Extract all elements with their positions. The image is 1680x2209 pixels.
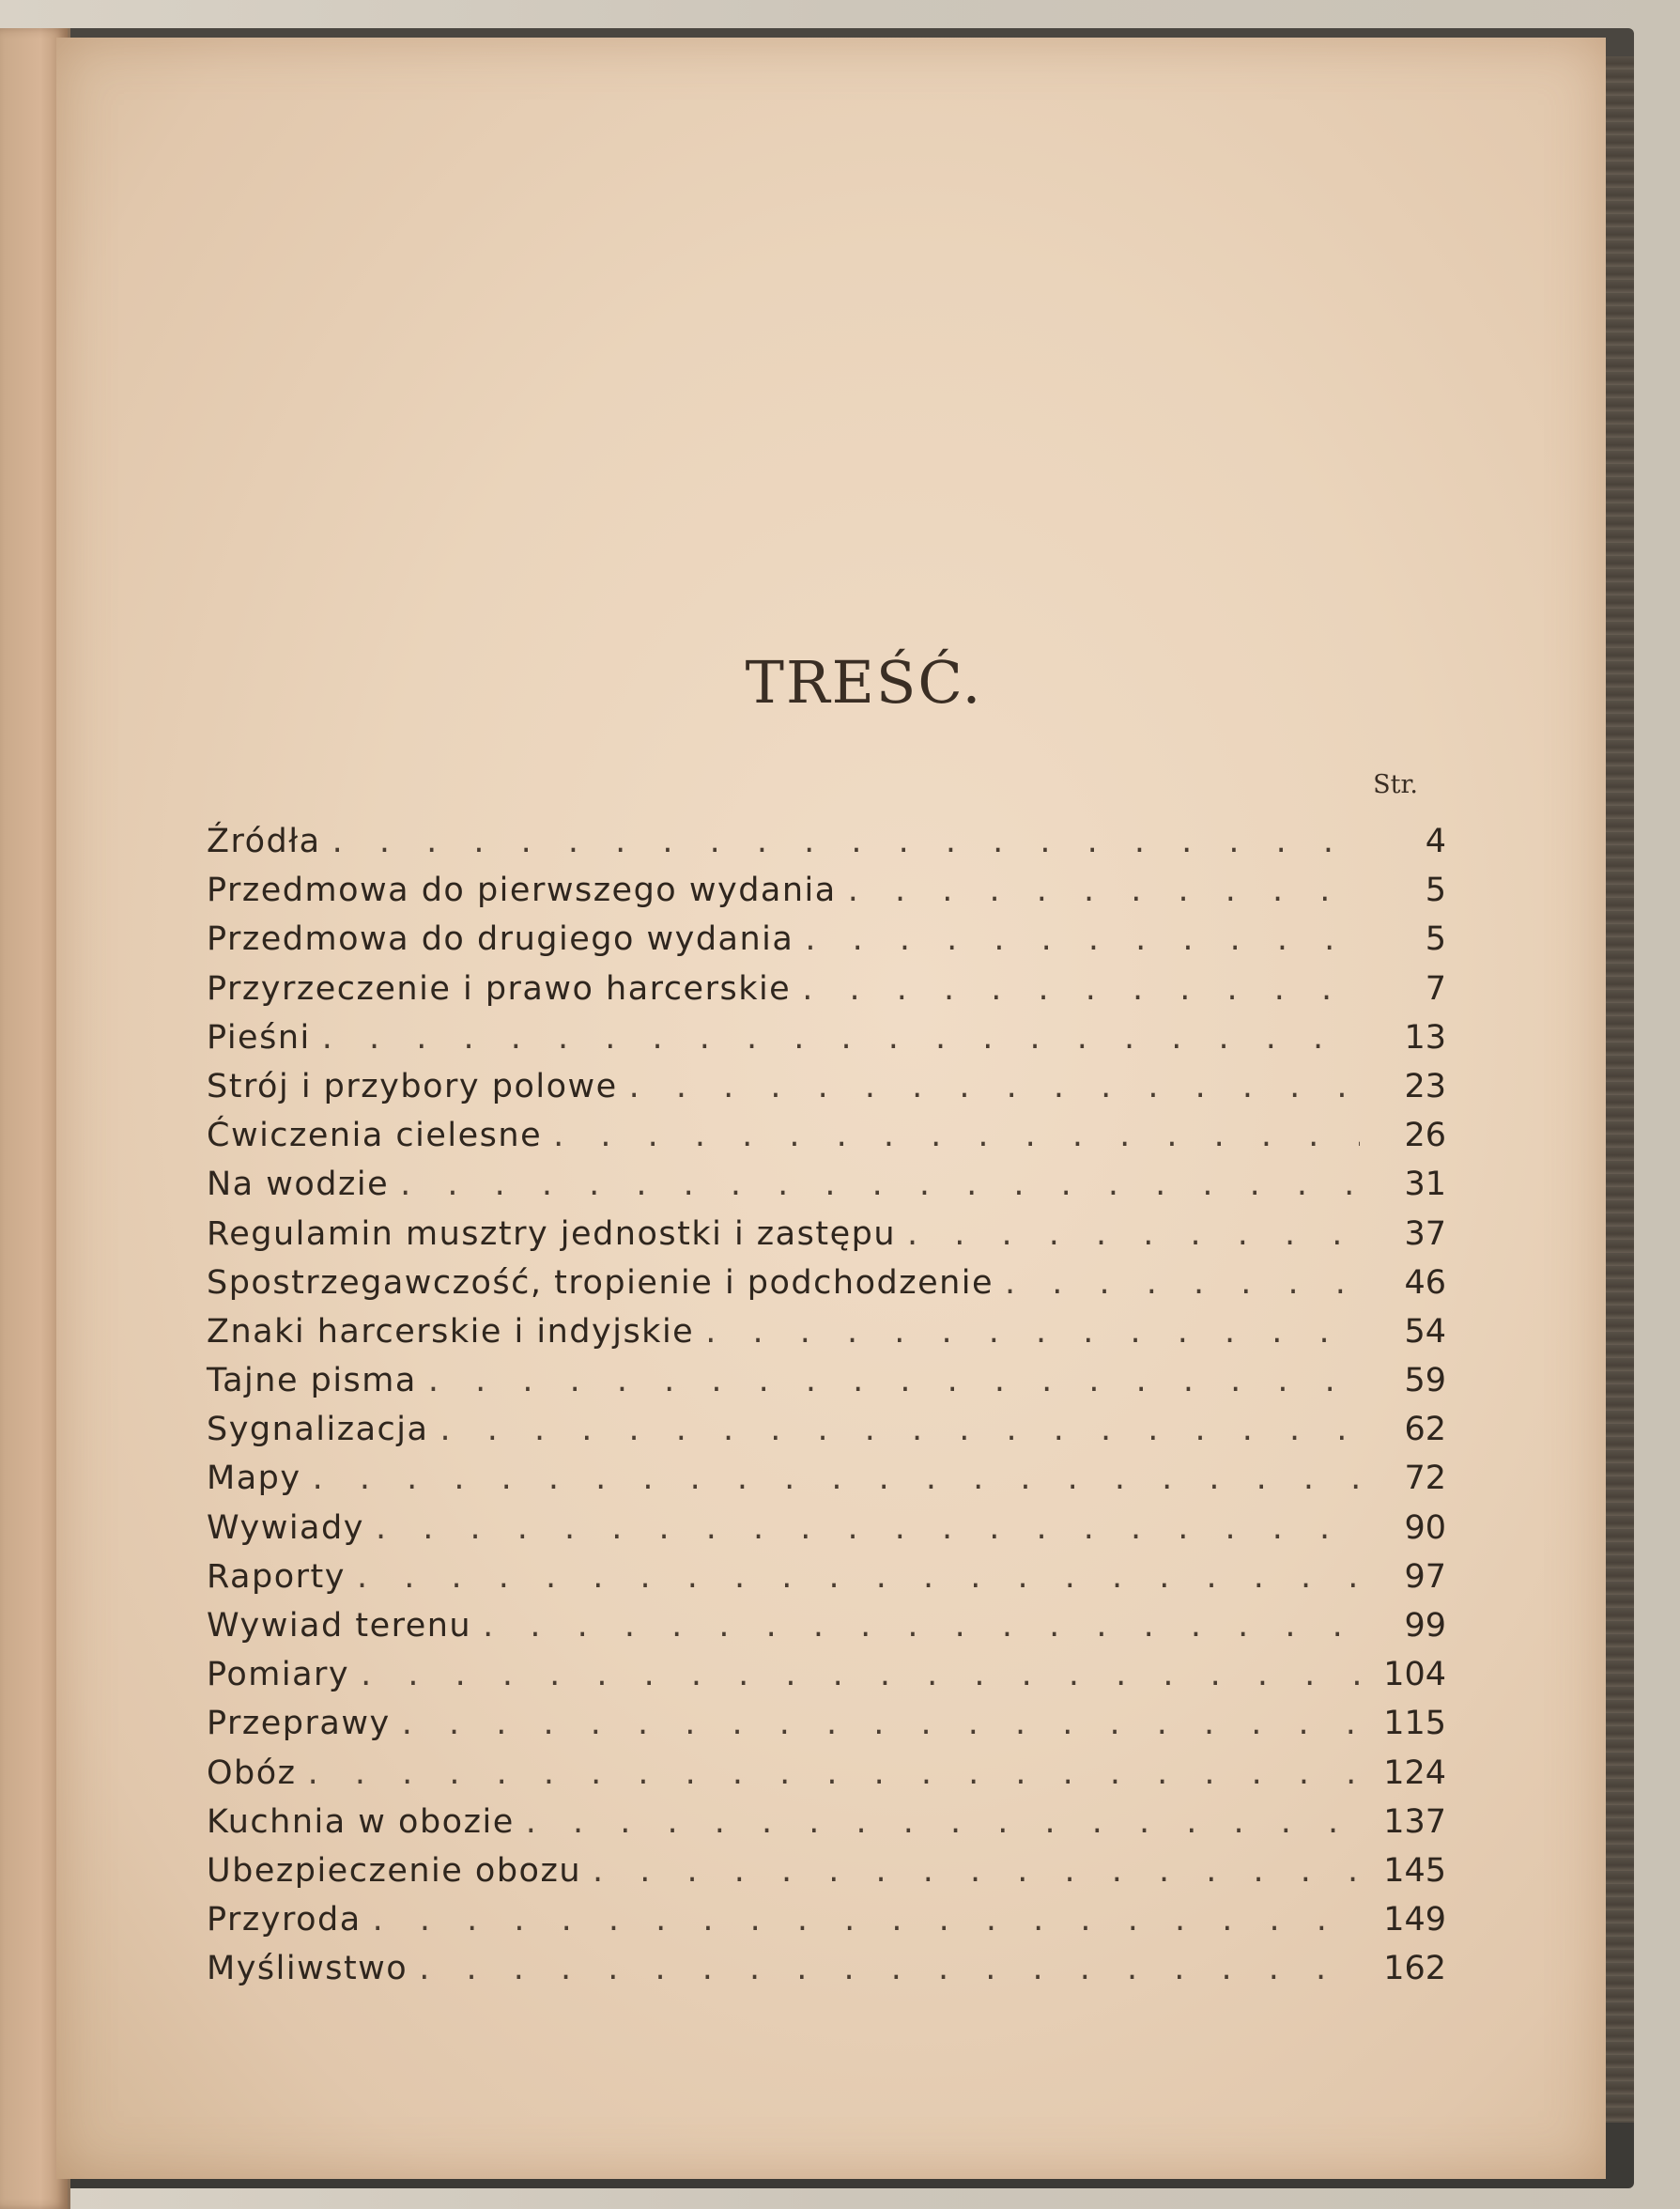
toc-entry-page: 23 bbox=[1404, 1067, 1446, 1105]
toc-entry-page: 99 bbox=[1404, 1607, 1446, 1645]
toc-leader-dots bbox=[526, 1798, 1360, 1846]
toc-entry-page: 54 bbox=[1404, 1312, 1446, 1351]
toc-entry-title: Przedmowa do drugiego wydania bbox=[207, 920, 794, 959]
toc-entry-page: 162 bbox=[1383, 1950, 1446, 1988]
toc-leader-dots bbox=[373, 1895, 1360, 1944]
toc-leader-dots bbox=[308, 1749, 1360, 1798]
toc-leader-dots bbox=[439, 1405, 1360, 1454]
toc-entry-page: 37 bbox=[1404, 1214, 1446, 1253]
toc-entry-title: Myśliwstwo bbox=[207, 1950, 408, 1988]
toc-entry-page: 124 bbox=[1383, 1753, 1446, 1792]
page-column-label: Str. bbox=[1373, 770, 1418, 799]
toc-leader-dots bbox=[419, 1944, 1360, 1993]
toc-entry-page: 104 bbox=[1383, 1656, 1446, 1694]
toc-entry-title: Tajne pisma bbox=[207, 1362, 417, 1400]
toc-entry bbox=[207, 1552, 1446, 1601]
toc-entry-page: 46 bbox=[1404, 1263, 1446, 1302]
toc-entry-page: 5 bbox=[1425, 920, 1446, 959]
toc-entry bbox=[207, 1062, 1446, 1111]
toc-entry bbox=[207, 965, 1446, 1013]
toc-entry bbox=[207, 1259, 1446, 1307]
toc-leader-dots bbox=[361, 1650, 1360, 1699]
toc-entry bbox=[207, 1013, 1446, 1062]
toc-entry-title: Ćwiczenia cielesne bbox=[207, 1117, 543, 1155]
toc-leader-dots bbox=[322, 1013, 1360, 1062]
toc-entry-page: 7 bbox=[1425, 969, 1446, 1008]
toc-entry bbox=[207, 1405, 1446, 1454]
toc-entry bbox=[207, 1356, 1446, 1405]
page-title: TREŚĆ. bbox=[745, 648, 983, 717]
toc-entry-title: Na wodzie bbox=[207, 1166, 390, 1204]
toc-entry-title: Obóz bbox=[207, 1753, 297, 1792]
toc-entry bbox=[207, 1895, 1446, 1944]
toc-entry bbox=[207, 866, 1446, 915]
toc-entry-title: Raporty bbox=[207, 1557, 346, 1596]
toc-entry-title: Przedmowa do pierwszego wydania bbox=[207, 872, 837, 910]
toc-entry-title: Wywiady bbox=[207, 1508, 364, 1547]
toc-leader-dots bbox=[1005, 1259, 1360, 1307]
toc-leader-dots bbox=[805, 915, 1360, 964]
toc-leader-dots bbox=[357, 1552, 1360, 1601]
toc-entry-page: 31 bbox=[1404, 1166, 1446, 1204]
toc-entry-title: Pomiary bbox=[207, 1656, 350, 1694]
toc-entry bbox=[207, 1504, 1446, 1552]
toc-entry bbox=[207, 1210, 1446, 1259]
toc-leader-dots bbox=[593, 1846, 1360, 1895]
toc-entry bbox=[207, 1650, 1446, 1699]
toc-entry bbox=[207, 1699, 1446, 1748]
toc-entry bbox=[207, 1749, 1446, 1798]
toc-entry-title: Znaki harcerskie i indyjskie bbox=[207, 1312, 695, 1351]
toc-entry bbox=[207, 1160, 1446, 1209]
toc-entry-page: 149 bbox=[1383, 1901, 1446, 1939]
toc-entry-page: 62 bbox=[1404, 1411, 1446, 1449]
toc-leader-dots bbox=[629, 1062, 1360, 1111]
toc-leader-dots bbox=[802, 965, 1360, 1013]
toc-entry-page: 5 bbox=[1425, 872, 1446, 910]
toc-entry-title: Ubezpieczenie obozu bbox=[207, 1851, 582, 1890]
toc-leader-dots bbox=[332, 817, 1360, 866]
toc-leader-dots bbox=[907, 1210, 1360, 1259]
toc-entry bbox=[207, 1846, 1446, 1895]
toc-leader-dots bbox=[483, 1601, 1360, 1650]
toc-entry bbox=[207, 817, 1446, 866]
toc-entry-page: 26 bbox=[1404, 1117, 1446, 1155]
toc-entry-page: 90 bbox=[1404, 1508, 1446, 1547]
toc-entry bbox=[207, 1307, 1446, 1356]
toc-entry-page: 4 bbox=[1425, 823, 1446, 860]
toc-leader-dots bbox=[313, 1454, 1360, 1503]
toc-entry bbox=[207, 1601, 1446, 1650]
toc-entry-title: Wywiad terenu bbox=[207, 1607, 472, 1645]
toc-entry-title: Sygnalizacja bbox=[207, 1411, 429, 1449]
toc-leader-dots bbox=[402, 1699, 1360, 1748]
toc-entry-title: Spostrzegawczość, tropienie i podchodzenie bbox=[207, 1263, 994, 1302]
toc-leader-dots bbox=[848, 866, 1360, 915]
toc-entry-title: Przyroda bbox=[207, 1901, 362, 1939]
toc-leader-dots bbox=[376, 1504, 1360, 1552]
toc-entry-title: Mapy bbox=[207, 1460, 301, 1498]
toc-entry-page: 97 bbox=[1404, 1557, 1446, 1596]
toc-entry bbox=[207, 915, 1446, 964]
toc-leader-dots bbox=[705, 1307, 1360, 1356]
toc-entry-title: Pieśni bbox=[207, 1018, 311, 1057]
toc-entry-page: 137 bbox=[1383, 1802, 1446, 1841]
toc-entry-title: Źródła bbox=[207, 823, 321, 860]
toc-entry-title: Przyrzeczenie i prawo harcerskie bbox=[207, 969, 792, 1008]
toc-entry-page: 145 bbox=[1383, 1851, 1446, 1890]
toc-entry-title: Kuchnia w obozie bbox=[207, 1802, 515, 1841]
toc-entry bbox=[207, 1798, 1446, 1846]
toc-entry-page: 115 bbox=[1383, 1705, 1446, 1743]
table-of-contents bbox=[207, 817, 1446, 1994]
toc-entry bbox=[207, 1454, 1446, 1503]
toc-leader-dots bbox=[428, 1356, 1360, 1405]
toc-entry-page: 13 bbox=[1404, 1018, 1446, 1057]
toc-entry-title: Strój i przybory polowe bbox=[207, 1067, 618, 1105]
book-page bbox=[56, 38, 1606, 2179]
toc-entry-title: Regulamin musztry jednostki i zastępu bbox=[207, 1214, 897, 1253]
toc-leader-dots bbox=[400, 1160, 1360, 1209]
toc-entry-page: 59 bbox=[1404, 1362, 1446, 1400]
toc-entry bbox=[207, 1944, 1446, 1993]
toc-leader-dots bbox=[553, 1111, 1360, 1160]
toc-entry-page: 72 bbox=[1404, 1460, 1446, 1498]
toc-entry-title: Przeprawy bbox=[207, 1705, 391, 1743]
toc-entry bbox=[207, 1111, 1446, 1160]
